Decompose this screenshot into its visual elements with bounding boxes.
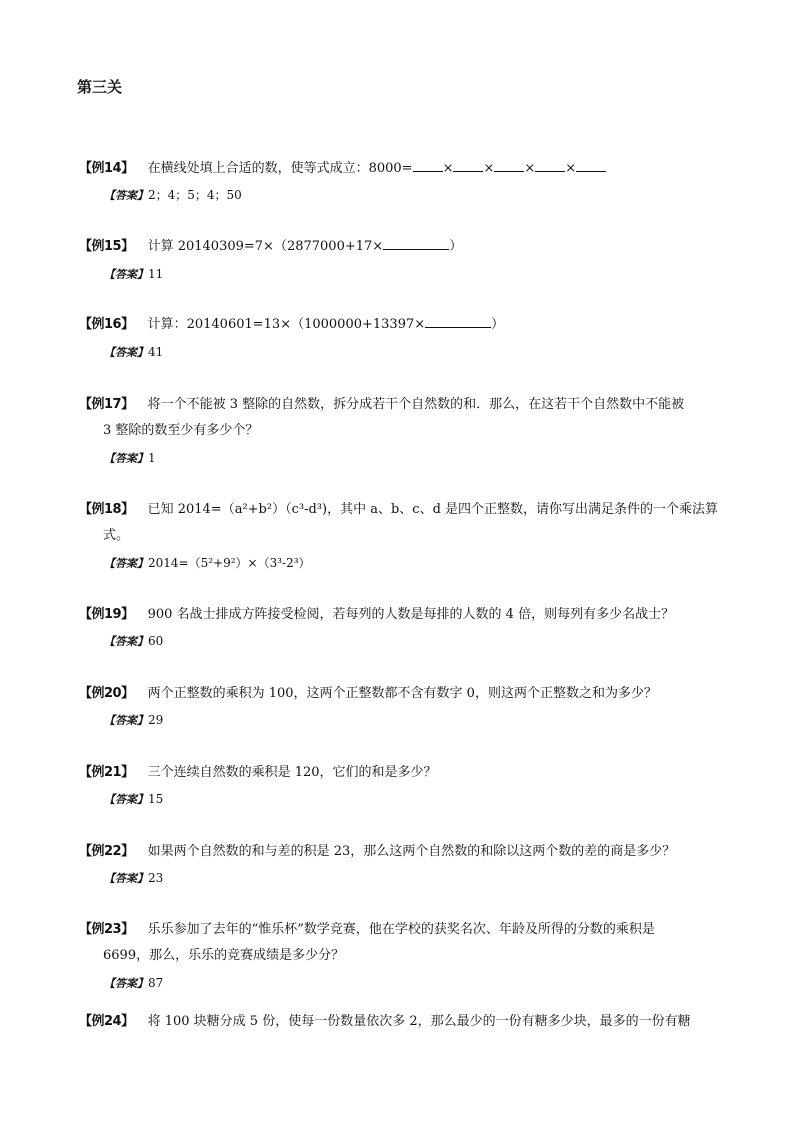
answer-blank — [413, 159, 443, 172]
answer-18 — [104, 553, 311, 574]
times-sign: × — [483, 161, 495, 176]
question-text: 900 名战士排成方阵接受检阅，若每列的人数是每排的人数的 4 倍，则每列有多少名战士？ — [147, 607, 675, 622]
answer-blank — [576, 159, 606, 172]
answer-value: 2；4；5；4；50 — [148, 188, 242, 202]
question-tag: 【例21】 — [79, 765, 134, 780]
question-tag: 【例24】 — [79, 1014, 134, 1029]
answer-blank — [425, 315, 491, 328]
question-24 — [79, 1009, 734, 1035]
answer-label: 【答案】 — [104, 793, 148, 806]
question-text: 计算 20140309=7×（2877000+17× — [147, 239, 384, 254]
question-text-continued: 式。 — [103, 528, 130, 543]
question-20 — [79, 681, 734, 707]
answer-label: 【答案】 — [104, 268, 148, 281]
answer-label: 【答案】 — [104, 977, 148, 990]
answer-21 — [104, 789, 163, 810]
answer-value: 29 — [148, 713, 164, 727]
question-text: 计算：20140601=13×（1000000+13397× — [147, 317, 426, 332]
question-14 — [79, 156, 734, 182]
question-tag: 【例18】 — [79, 502, 134, 517]
answer-value: 23 — [148, 871, 164, 885]
question-18 — [79, 497, 734, 549]
question-17 — [79, 392, 734, 444]
answer-blank — [494, 159, 524, 172]
question-23 — [79, 917, 734, 969]
answer-label: 【答案】 — [104, 635, 148, 648]
question-tag: 【例15】 — [79, 239, 134, 254]
close-paren: ） — [491, 317, 505, 332]
question-tag: 【例20】 — [79, 686, 134, 701]
answer-17 — [104, 448, 156, 469]
question-21 — [79, 760, 734, 786]
page-title: 第三关 — [77, 78, 123, 96]
question-text-continued: 3 整除的数至少有多少个？ — [103, 423, 259, 438]
question-19 — [79, 602, 734, 628]
question-text: 已知 2014=（a²+b²）（c³-d³)，其中 a、b、c、d 是四个正整数，请你写出满足条件的一个乘法算 — [147, 502, 719, 517]
question-text: 如果两个自然数的和与差的积是 23，那么这两个自然数的和除以这两个数的差的商是多少？ — [147, 844, 676, 859]
answer-value: 41 — [148, 345, 164, 359]
answer-23 — [104, 973, 163, 994]
question-text: 将 100 块糖分成 5 份，使每一份数量依次多 2，那么最少的一份有糖多少块，最多的一份有糖 — [147, 1014, 691, 1029]
question-tag: 【例14】 — [79, 161, 134, 176]
question-22 — [79, 839, 734, 865]
answer-20 — [104, 710, 163, 731]
question-text: 乐乐参加了去年的“惟乐杯”数学竞赛，他在学校的获奖名次、年龄及所得的分数的乘积是 — [147, 922, 655, 937]
answer-label: 【答案】 — [104, 872, 148, 885]
answer-value: 1 — [148, 451, 156, 465]
answer-value: 60 — [148, 634, 164, 648]
answer-label: 【答案】 — [104, 346, 148, 359]
question-tag: 【例17】 — [79, 397, 134, 412]
answer-16 — [104, 342, 163, 363]
question-tag: 【例23】 — [79, 922, 134, 937]
answer-blank — [535, 159, 565, 172]
answer-label: 【答案】 — [104, 452, 148, 465]
answer-value: 15 — [148, 792, 164, 806]
question-text: 在横线处填上合适的数，使等式成立：8000= — [147, 161, 413, 176]
answer-label: 【答案】 — [104, 557, 148, 570]
answer-value: 2014=（5²+9²）×（3³-2³） — [148, 556, 311, 570]
question-text-continued: 6699，那么，乐乐的竞赛成绩是多少分？ — [103, 948, 345, 963]
answer-14 — [104, 185, 242, 206]
answer-15 — [104, 264, 163, 285]
question-tag: 【例16】 — [79, 317, 134, 332]
answer-blank — [383, 237, 449, 250]
answer-19 — [104, 631, 163, 652]
question-tag: 【例22】 — [79, 844, 134, 859]
question-text: 将一个不能被 3 整除的自然数，拆分成若干个自然数的和．那么，在这若干个自然数中不能被 — [147, 397, 685, 412]
answer-label: 【答案】 — [104, 714, 148, 727]
question-text: 两个正整数的乘积为 100，这两个正整数都不含有数字 0，则这两个正整数之和为多少？ — [147, 686, 657, 701]
answer-blank — [453, 159, 483, 172]
answer-22 — [104, 868, 163, 889]
question-15 — [79, 234, 734, 260]
times-sign: × — [565, 161, 577, 176]
times-sign: × — [442, 161, 454, 176]
question-16 — [79, 312, 734, 338]
question-tag: 【例19】 — [79, 607, 134, 622]
answer-label: 【答案】 — [104, 189, 148, 202]
answer-value: 87 — [148, 976, 164, 990]
close-paren: ） — [449, 239, 463, 254]
answer-value: 11 — [148, 267, 164, 281]
times-sign: × — [524, 161, 536, 176]
question-text: 三个连续自然数的乘积是 120，它们的和是多少？ — [147, 765, 437, 780]
